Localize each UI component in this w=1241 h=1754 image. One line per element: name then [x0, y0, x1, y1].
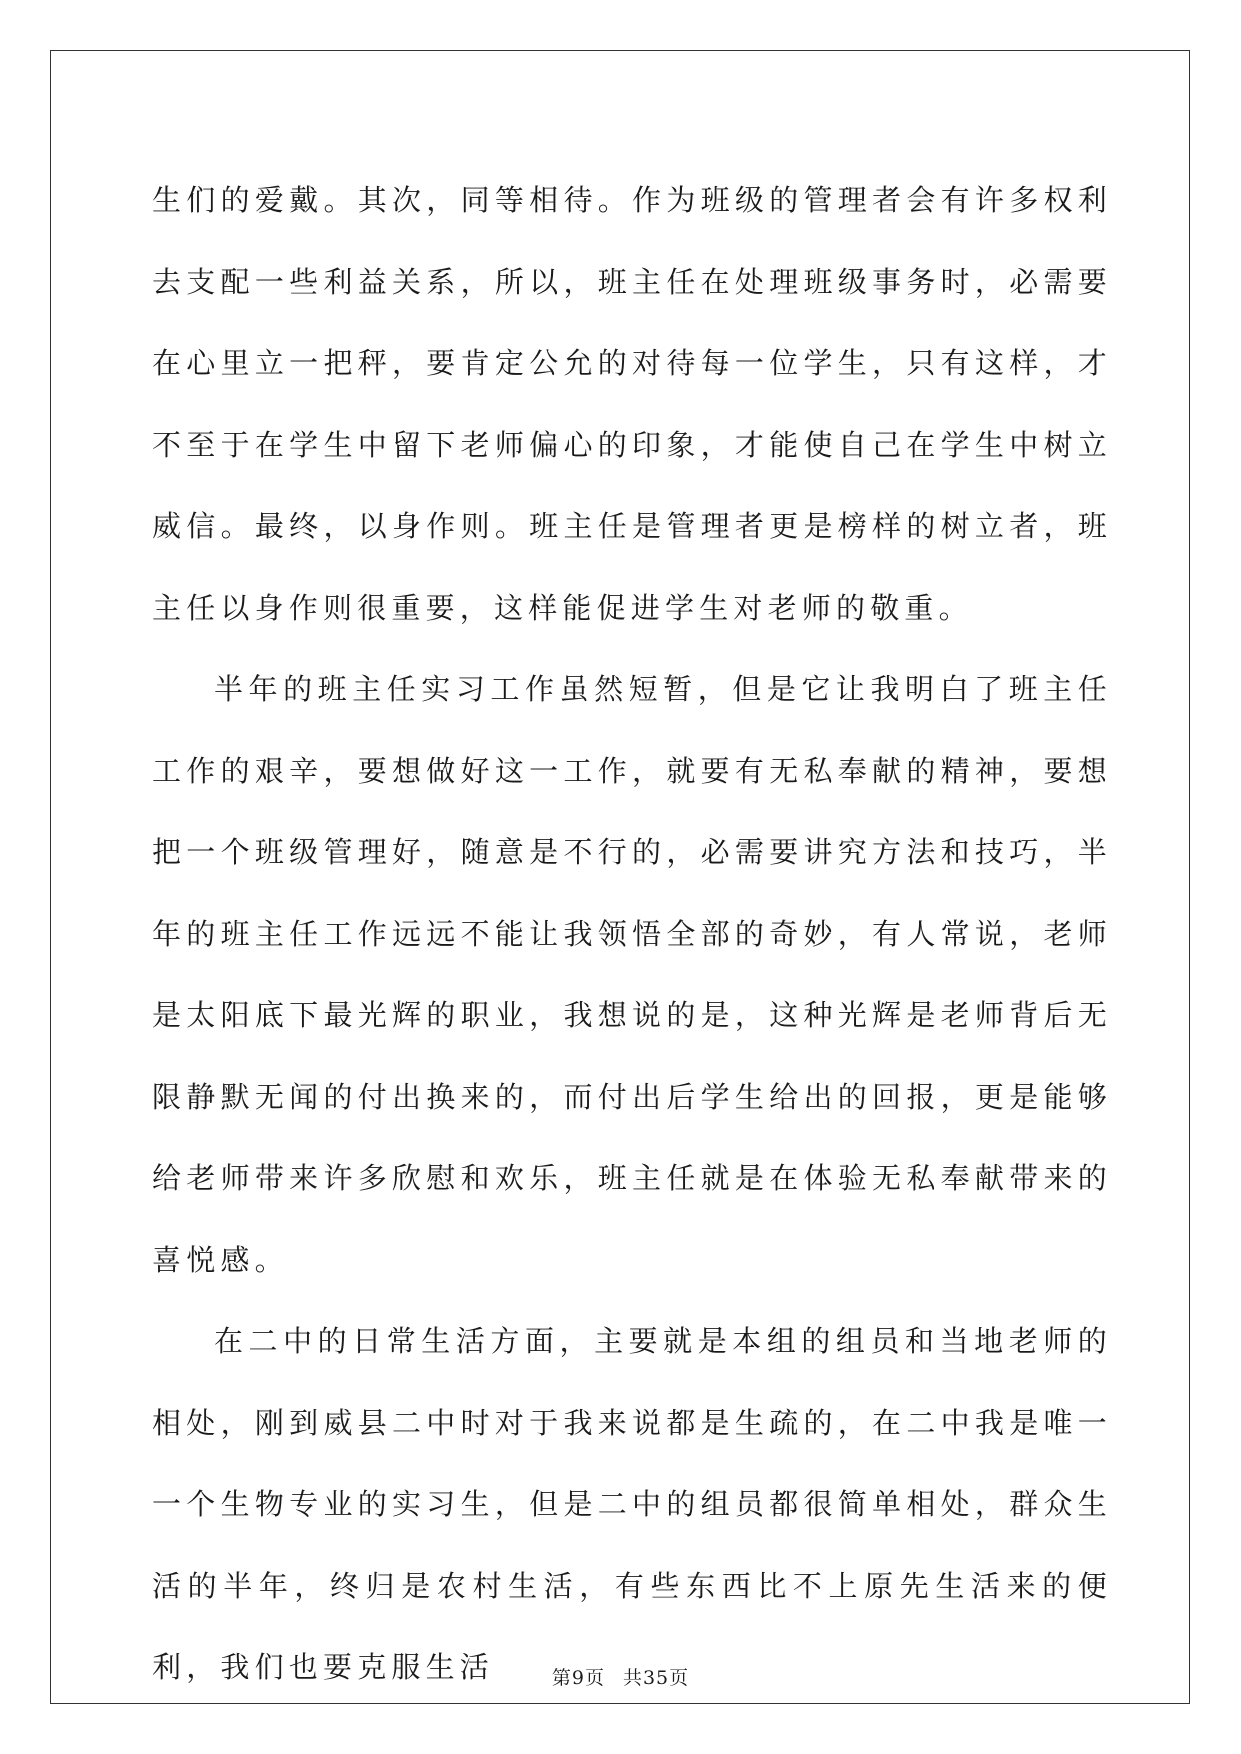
paragraph-3: 在二中的日常生活方面，主要就是本组的组员和当地老师的相处，刚到威县二中时对于我来说都是生疏的，在二中我是唯一一个生物专业的实习生，但是二中的组员都很简单相处，群众生活的半年，终归是农村生活，有些东西比不上原先生活来的便利，我们也要克服生活: [152, 1324, 1112, 1684]
total-pages: 共35页: [622, 1667, 690, 1689]
paragraph-1: 生们的爱戴。其次，同等相待。作为班级的管理者会有许多权利去支配一些利益关系，所以，班主任在处理班级事务时，必需要在心里立一把秤，要肯定公允的对待每一位学生，只有这样，才不至于在学生中留下老师偏心的印象，才能使自己在学生中树立威信。最终，以身作则。班主任是管理者更是榜样的树立者，班主任以身作则很重要，这样能促进学生对老师的敬重。: [152, 183, 1112, 625]
page-footer: [0, 1666, 1241, 1690]
paragraph-2: 半年的班主任实习工作虽然短暂，但是它让我明白了班主任工作的艰辛，要想做好这一工作，就要有无私奉献的精神，要想把一个班级管理好，随意是不行的，必需要讲究方法和技巧，半年的班主任工作远远不能让我领悟全部的奇妙，有人常说，老师是太阳底下最光辉的职业，我想说的是，这种光辉是老师背后无限静默无闻的付出换来的，而付出后学生给出的回报，更是能够给老师带来许多欣慰和欢乐，班主任就是在体验无私奉献带来的喜悦感。: [152, 672, 1112, 1277]
page-number: 第9页: [551, 1667, 605, 1689]
document-body: [152, 160, 1112, 1709]
